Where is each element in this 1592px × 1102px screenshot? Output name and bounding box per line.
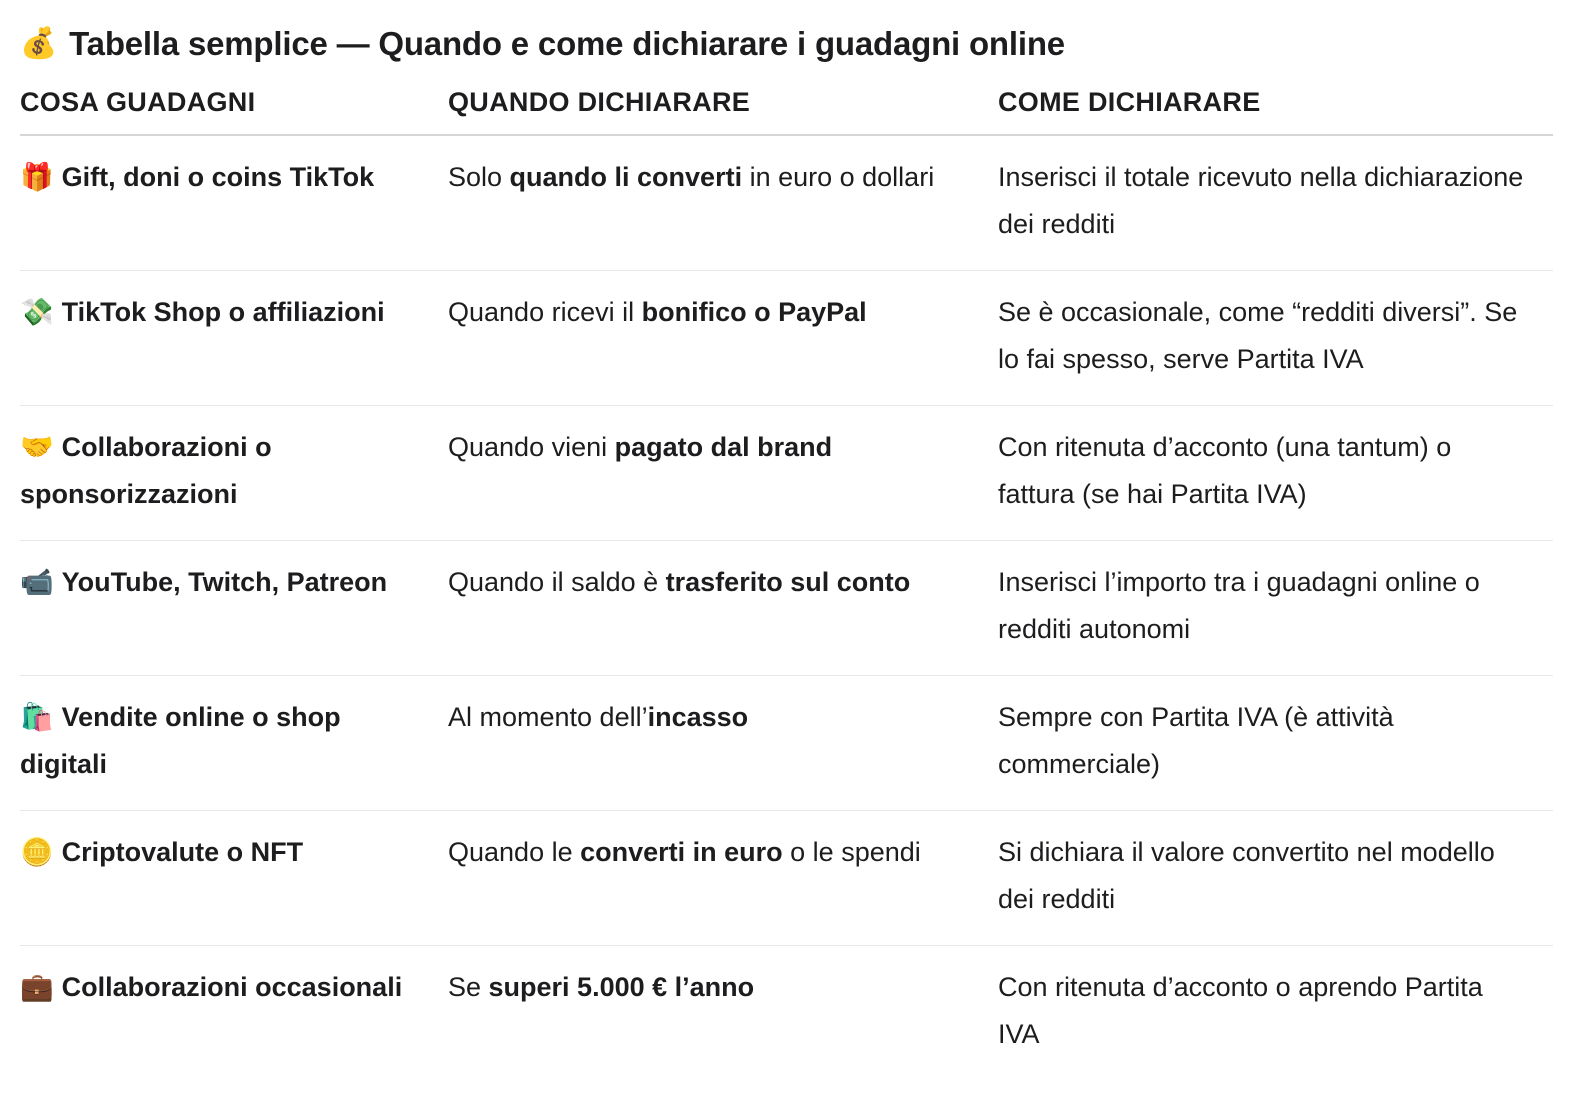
when-bold: incasso: [647, 702, 749, 732]
cell-when: [448, 541, 998, 676]
what-text: Vendite online o shop digitali: [20, 702, 341, 779]
when-text: Quando le: [448, 837, 581, 867]
earnings-table: [20, 84, 1553, 1080]
cell-what: [20, 676, 448, 811]
what-text: TikTok Shop o affiliazioni: [61, 297, 385, 327]
when-text: Quando il saldo è: [448, 567, 666, 597]
when-text: Solo: [448, 162, 510, 192]
column-header-when: QUANDO DICHIARARE: [448, 84, 998, 135]
cell-when: [448, 271, 998, 406]
coin-icon: 🪙: [20, 837, 54, 867]
when-text: Quando ricevi il: [448, 297, 642, 327]
table-header-row: [20, 84, 1553, 135]
cell-how: Con ritenuta d’acconto o aprendo Partita IVA: [998, 972, 1483, 1049]
what-text: Collaborazioni o sponsorizzazioni: [20, 432, 272, 509]
table-row: [20, 946, 1553, 1081]
what-text: Collaborazioni occasionali: [61, 972, 403, 1002]
when-bold: superi 5.000 € l’anno: [488, 972, 755, 1002]
money-wings-icon: 💸: [20, 297, 54, 327]
table-row: [20, 811, 1553, 946]
when-text-after: o le spendi: [782, 837, 921, 867]
gift-icon: 🎁: [20, 162, 54, 192]
when-bold: pagato dal brand: [614, 432, 833, 462]
briefcase-icon: 💼: [20, 972, 54, 1002]
when-bold: quando li converti: [509, 162, 743, 192]
cell-when: [448, 676, 998, 811]
when-text: Quando vieni: [448, 432, 615, 462]
video-camera-icon: 📹: [20, 567, 54, 597]
table-row: [20, 676, 1553, 811]
column-header-what: COSA GUADAGNI: [20, 84, 448, 135]
cell-how: Inserisci l’importo tra i guadagni online o redditi autonomi: [998, 541, 1553, 676]
table-row: [20, 135, 1553, 271]
what-text: YouTube, Twitch, Patreon: [61, 567, 388, 597]
page-title: [20, 18, 1572, 70]
column-header-how: COME DICHIARARE: [998, 84, 1553, 135]
cell-when: [448, 811, 998, 946]
cell-what: [20, 135, 448, 271]
when-bold: converti in euro: [580, 837, 783, 867]
cell-what: [20, 541, 448, 676]
money-bag-icon: 💰: [20, 27, 58, 60]
cell-what: [20, 271, 448, 406]
cell-how: Sempre con Partita IVA (è attività commerciale): [998, 676, 1553, 811]
cell-how: Si dichiara il valore convertito nel modello dei redditi: [998, 811, 1553, 946]
when-text-after: in euro o dollari: [742, 162, 935, 192]
cell-when: [448, 946, 998, 1081]
when-bold: bonifico o PayPal: [641, 297, 867, 327]
table-row: [20, 406, 1553, 541]
when-text: Se: [448, 972, 489, 1002]
cell-what: [20, 811, 448, 946]
cell-when: [448, 135, 998, 271]
cell-how: Se è occasionale, come “redditi diversi”. Se lo fai spesso, serve Partita IVA: [998, 271, 1553, 406]
handshake-icon: 🤝: [20, 432, 54, 462]
table-row: [20, 541, 1553, 676]
when-text: Al momento dell’: [448, 702, 648, 732]
cell-how: Inserisci il totale ricevuto nella dichiarazione dei redditi: [998, 135, 1553, 271]
when-bold: trasferito sul conto: [665, 567, 911, 597]
cell-what: [20, 406, 448, 541]
cell-what: [20, 946, 448, 1081]
cell-when: [448, 406, 998, 541]
table-row: [20, 271, 1553, 406]
what-text: Criptovalute o NFT: [61, 837, 304, 867]
cell-how: Con ritenuta d’acconto (una tantum) o fattura (se hai Partita IVA): [998, 406, 1553, 541]
shopping-bags-icon: 🛍️: [20, 702, 54, 732]
page-title-text: Tabella semplice — Quando e come dichiarare i guadagni online: [69, 25, 1065, 62]
what-text: Gift, doni o coins TikTok: [61, 162, 375, 192]
